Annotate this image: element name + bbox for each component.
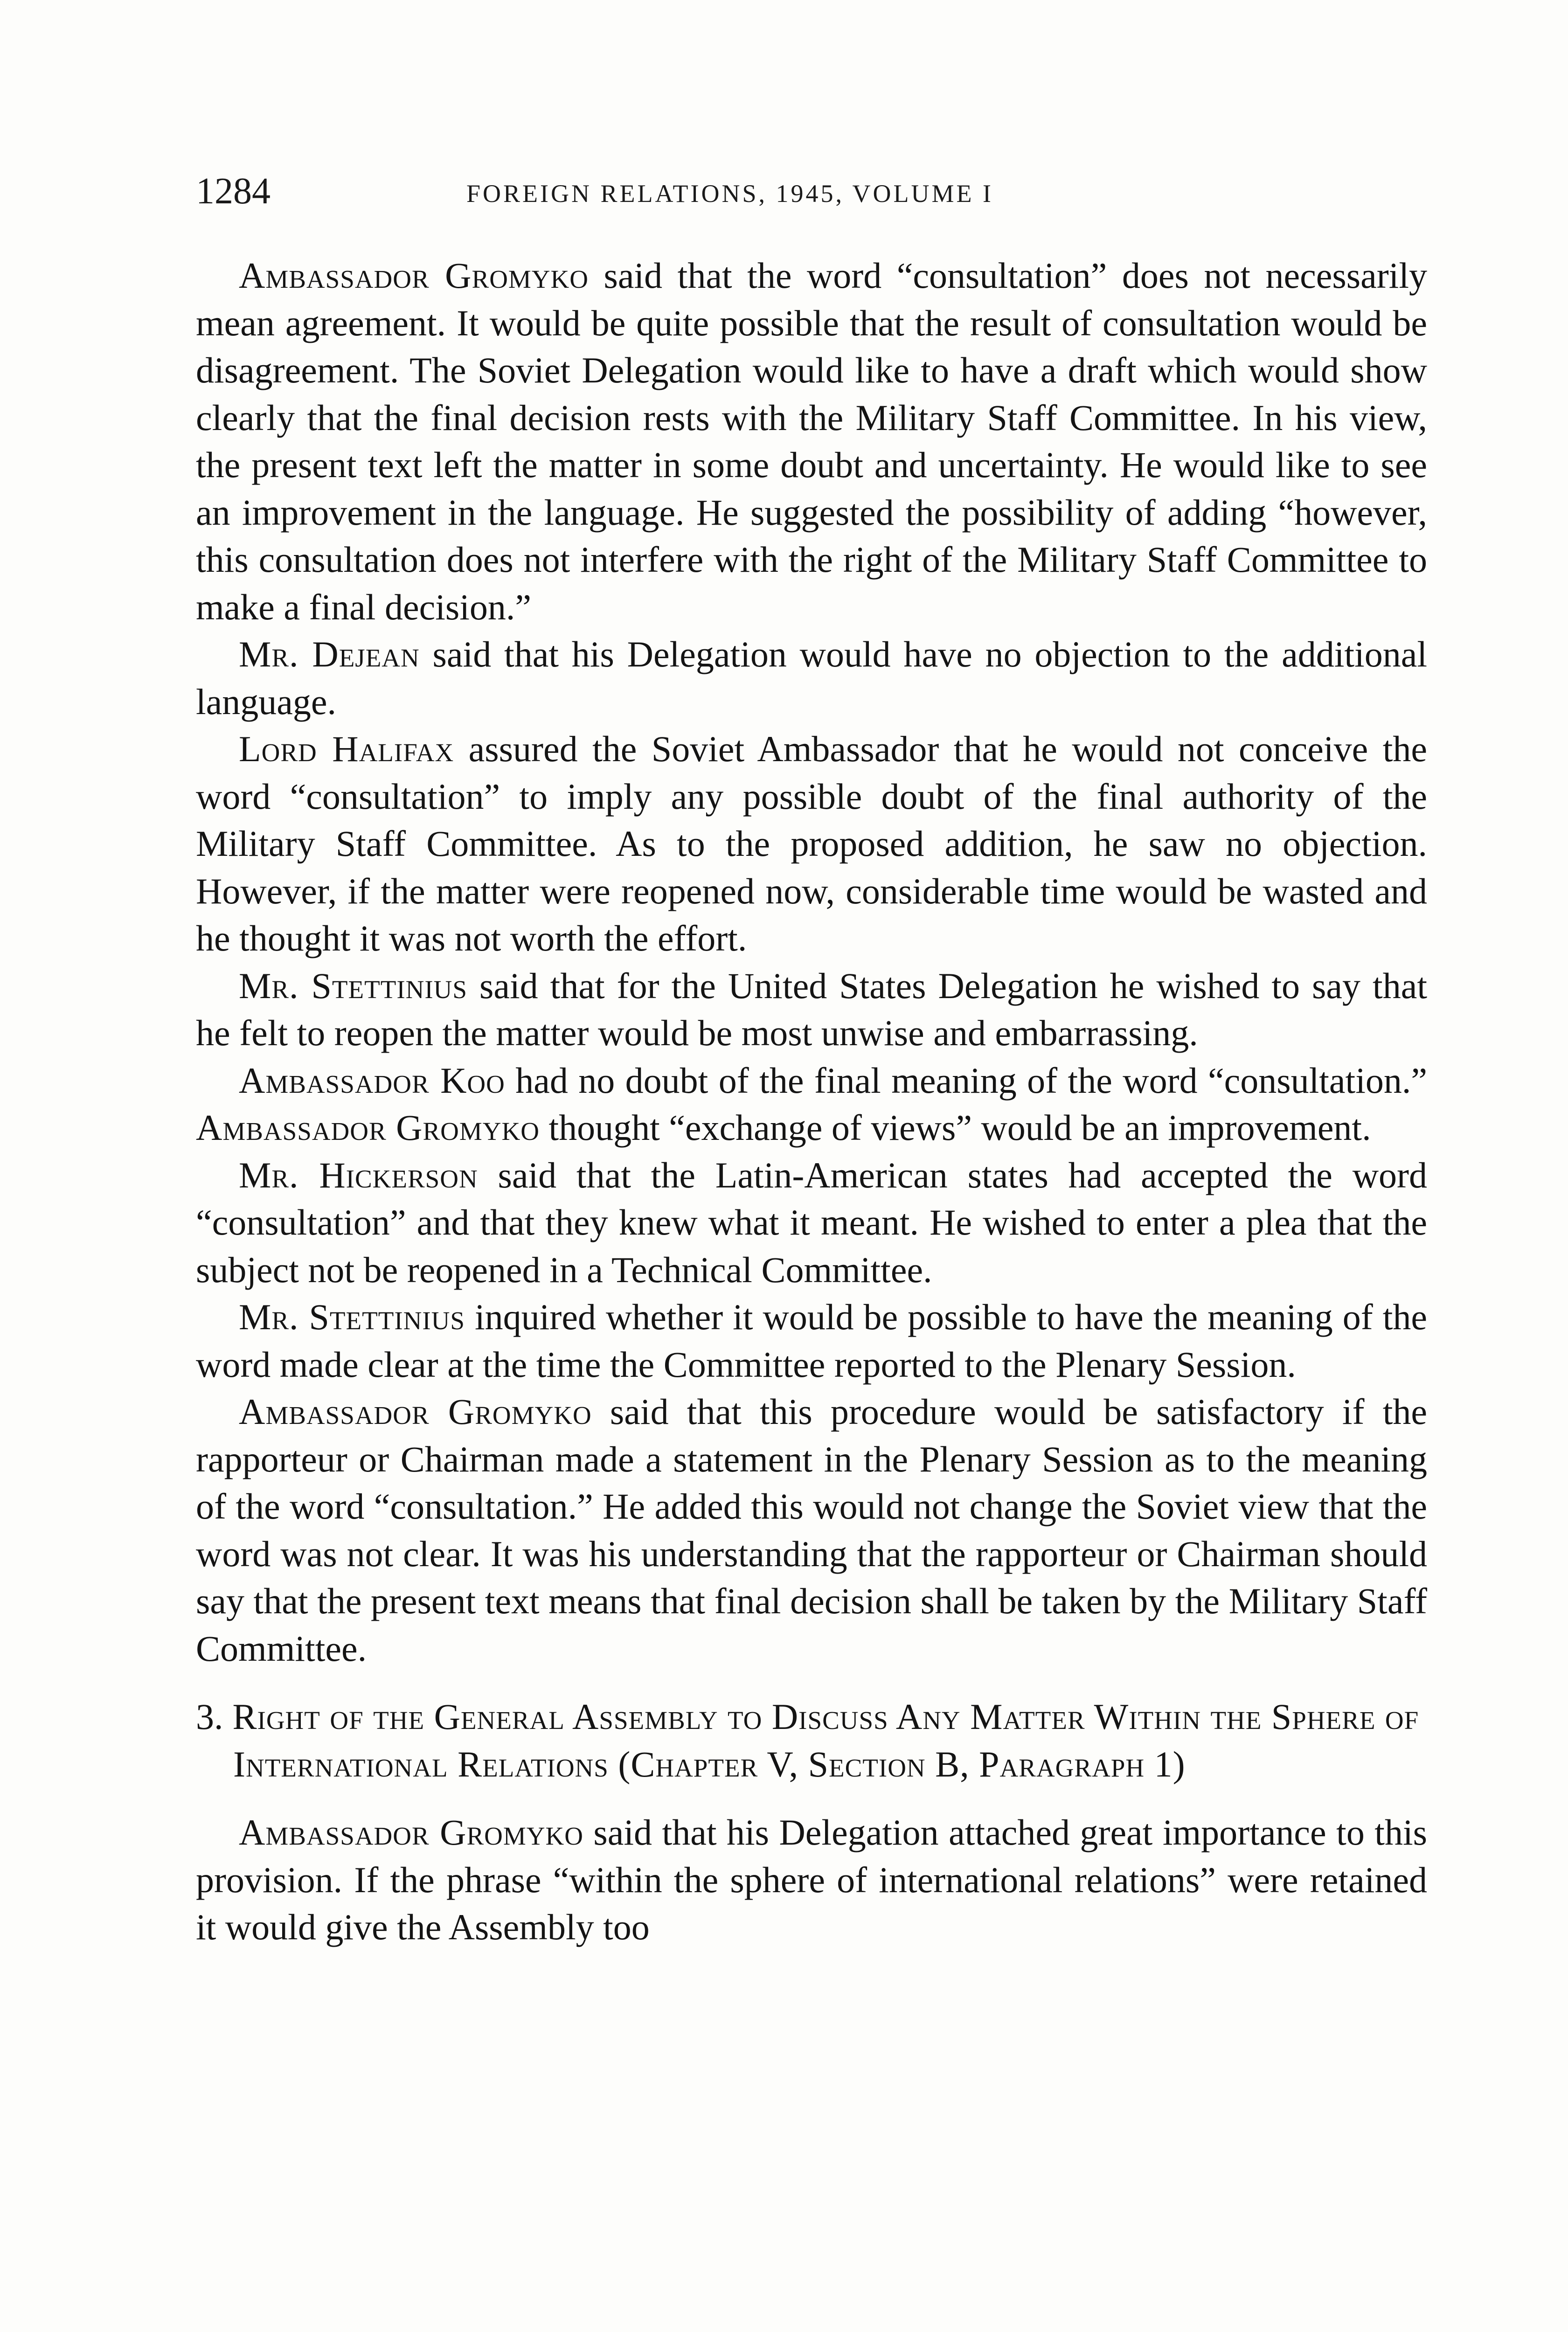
body-text [196,252,1427,1951]
section-title: Right of the General Assembly to Discuss Any Matter Within the Sphere of International Relations (Chapter V, Section B, Paragraph 1) [232,1696,1419,1784]
speaker-name: Ambassador Koo [239,1060,505,1101]
paragraph-text: said that for the United States Delegation he wished to say that he felt to reopen the matter would be most unwise and embarrassing. [196,965,1428,1053]
paragraph-stettinius-inquiry [196,1293,1427,1388]
paragraph-text-second: thought “exchange of views” would be an improvement. [539,1107,1371,1148]
paragraph-stettinius-unwise [196,962,1427,1057]
paragraph-text: said that this procedure would be satisfactory if the rapporteur or Chairman made a statement in the Plenary Session as to the meaning of the word “consultation.” He added this would not change the Soviet view that the word was not clear. It was his understanding that the rapporteur or Chairman should say that the present text means that final decision shall be taken by the Military Staff Committee. [196,1391,1427,1669]
section-heading [196,1693,1427,1788]
paragraph-text: said that the Latin-American states had accepted the word “consultation” and that they knew what it meant. He wished to enter a plea that the subject not be reopened in a Technical Committee. [196,1154,1427,1290]
paragraph-koo-gromyko [196,1057,1427,1152]
speaker-name: Mr. Stettinius [239,965,467,1006]
paragraph-halifax [196,725,1427,962]
paragraph-text: said that his Delegation attached great importance to this provision. If the phrase “within the sphere of international relations” were retained it would give the Assembly too [196,1812,1427,1947]
paragraph-hickerson [196,1152,1427,1294]
paragraph-text: said that his Delegation would have no objection to the additional language. [196,634,1428,722]
paragraph-gromyko-consultation [196,252,1427,631]
speaker-name: Mr. Hickerson [239,1154,478,1195]
speaker-name: Mr. Dejean [239,634,420,674]
paragraph-text: said that the word “consultation” does not necessarily mean agreement. It would be quite possible that the result of consultation would be disagreement. The Soviet Delegation would like to have a draft which would show clearly that the final decision rests with the Military Staff Committee. In his view, the present text left the matter in some doubt and uncertainty. He would like to see an improvement in the language. He suggested the possibility of adding “however, this consultation does not interfere with the right of the Military Staff Committee to make a final decision.” [196,255,1428,627]
page-header [196,168,1427,215]
paragraph-text: assured the Soviet Ambassador that he would not conceive the word “consultation” to imply any possible doubt of the final authority of the Military Staff Committee. As to the proposed addition, he saw no objection. However, if the matter were reopened now, considerable time would be wasted and he thought it was not worth the effort. [196,729,1427,958]
speaker-name: Ambassador Gromyko [239,1812,583,1853]
section-number: 3. [196,1696,223,1737]
paragraph-dejean [196,631,1427,725]
speaker-name: Lord Halifax [239,729,454,769]
paragraph-gromyko-provision [196,1809,1427,1951]
speaker-name: Ambassador Gromyko [239,1391,592,1432]
speaker-name: Mr. Stettinius [239,1297,465,1337]
running-head: FOREIGN RELATIONS, 1945, VOLUME I [466,180,993,208]
paragraph-text: had no doubt of the final meaning of the word “consultation.” [505,1060,1427,1101]
paragraph-gromyko-procedure [196,1388,1427,1672]
speaker-name-second: Ambassador Gromyko [196,1107,540,1148]
speaker-name: Ambassador Gromyko [239,255,589,296]
page-number: 1284 [196,171,271,212]
paragraph-text: inquired whether it would be possible to have the meaning of the word made clear at the time the Committee reported to the Plenary Session. [196,1297,1427,1385]
